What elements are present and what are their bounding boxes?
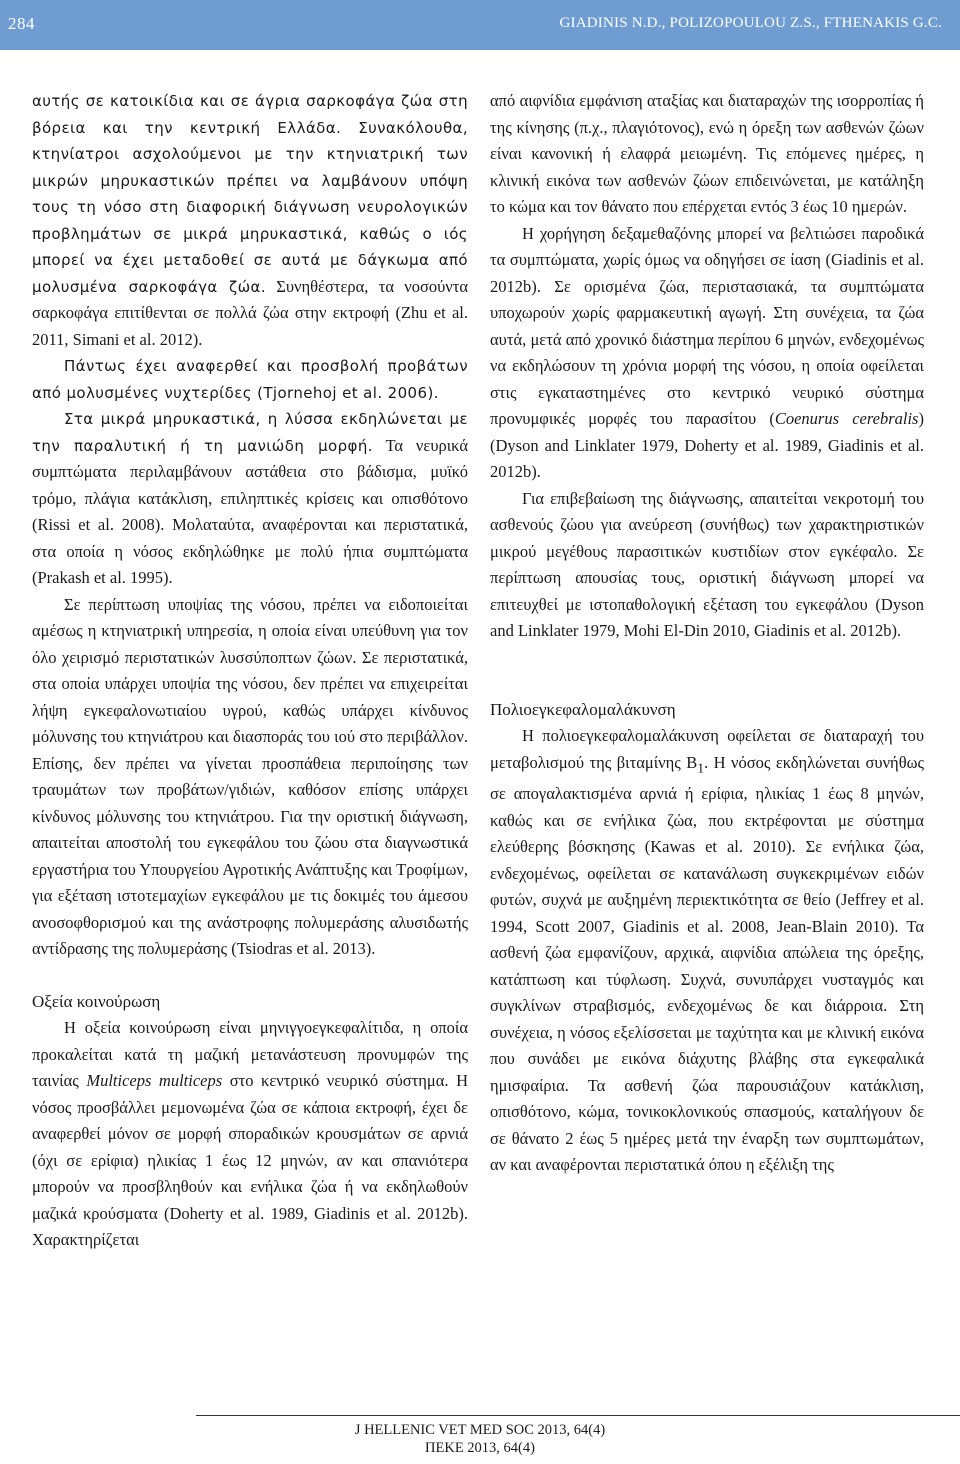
section-heading-polioencephalomalacia: Πολιοεγκεφαλομαλάκυνση [490, 699, 676, 719]
section-heading-acute-coenurosis: Οξεία κοινούρωση [32, 991, 161, 1011]
paragraph-dexamethasone [490, 221, 924, 486]
left-column [32, 88, 468, 1254]
paragraph-rabies-carnivores [32, 88, 468, 353]
footer-divider [196, 1415, 960, 1416]
footer-journal-citation: J HELLENIC VET MED SOC 2013, 64(4) [354, 1422, 606, 1438]
paragraph-text: ) (Dyson and Linklater 1979, Doherty et al. 1989, Giadinis et al. 2012b). [490, 409, 924, 481]
right-column [490, 88, 924, 1179]
paragraph-text: Τα νευρικά συμπτώματα περιλαμβάνουν αστάθεια στο βάδισμα, μυϊκό τρόμο, πλάγια κατάκλιση, επιληπτικές κρίσεις και οπισθότονο (Rissi et al. 2008). Μολαταύτα, αναφέρονται και περιστατικά, στα οποία η νόσος εκδηλώθηκε με πολύ ήπια συμπτώματα (Prakash et al. 1995). [32, 435, 468, 587]
paragraph-text: Στα μικρά μηρυκαστικά, η λύσσα εκδηλώνεται με την παραλυτική ή τη μανιώδη μορφή. [32, 410, 468, 455]
paragraph-text: Η χορήγηση δεξαμεθαζόνης μπορεί να βελτιώσει παροδικά τα συμπτώματα, χωρίς όμως να οδηγήσει σε ίαση (Giadinis et al. 2012b). Σε ορισμένα ζώα, περιστασιακά, τα συμπτώματα υποχωρούν χωρίς φαρμακευτική αγωγή. Στη συνέχεια, τα ζώα αυτά, μετά από χρονικό διάστημα περίπου 6 μηνών, ενδεχομένως να εκδηλώσουν τη χρόνια μορφή της νόσου, η οποία οφείλεται στις εγκαταστημένες στο κεντρικό νευρικό σύστημα προνυμφικές μορφές του παρασίτου ( [490, 223, 924, 428]
paragraph-acute-coenurosis [32, 1015, 468, 1254]
species-name: Coenurus cerebralis [774, 409, 919, 428]
spacer [32, 963, 468, 989]
running-header-bar [0, 0, 960, 50]
paragraph-coenurosis-diagnosis: Για επιβεβαίωση της διάγνωσης, απαιτείται νεκροτομή του ασθενούς ζώου για ανεύρεση (συνήθως) των χαρακτηριστικών μικρού μεγέθους παρασιτικών κυστιδίων στον εγκέφαλο. Σε περίπτωση απουσίας τους, οριστική διάγνωση μπορεί να επιτευχθεί με ιστοπαθολογική εξέταση του εγκεφάλου (Dyson and Linklater 1979, Mohi El-Din 2010, Giadinis et al. 2012b). [490, 488, 924, 640]
subscript: 1 [697, 759, 705, 775]
species-name: Multiceps multiceps [86, 1071, 223, 1090]
paragraph-coenurosis-signs: από αιφνίδια εμφάνιση αταξίας και διαταραχών της ισορροπίας ή της κίνησης (π.χ., πλαγιότονος), ενώ η όρεξη των ασθενών ζώων είναι κανονική ή ελαφρά μειωμένη. Τις επόμενες ημέρες, η κλινική εικόνα των ασθενών ζώων επιδεινώνεται, με κατάληξη το κώμα και τον θάνατο που επέρχεται εντός 3 έως 10 ημερών. [490, 91, 924, 216]
paragraph-text: . Η νόσος εκδηλώνεται συνήθως σε απογαλακτισμένα αρνιά ή ερίφια, ηλικίας 1 έως 8 μηνών, καθώς και σε ενήλικα ζώα, που εκτρέφονται με σύστημα ελεύθερης βόσκησης (Kawas et al. 2010). Σε ενήλικα ζώα, ενδεχομένως, οφείλεται σε κατανάλωση συγκεκριμένων ειδών φυτών, συχνά με αυξημένη περιεκτικότητα σε θείο (Jeffrey et al. 1994, Scott 2007, Giadinis et al. 2008, Jean-Blain 2010). Τα ασθενή ζώα εμφανίζουν, αρχικά, αιφνίδια απώλεια της όρεξης, κατάπτωση και τύφλωση. Συχνά, συνυπάρχει νυσταγμός και συγκλίνων στραβισμός, ενδεχομένως δε και διάρροια. Στη συνέχεια, η νόσος εξελίσσεται με ταχύτητα και με κλινική εικόνα που συνάδει με εικόνα διάχυτης βλάβης στα εγκεφαλικά ημισφαίρια. Τα ασθενή ζώα παρουσιάζουν κατάκλιση, οπισθότονο, κώμα, τονικοκλονικούς σπασμούς, καταλήγουν δε σε θάνατο 2 έως 5 ημέρες μετά την έναρξη των συμπτωμάτων, αν και αναφέρονται περιστατικά όπου η εξέλιξη της [490, 752, 924, 1175]
paragraph-bats [32, 353, 468, 406]
paragraph-text: Η πολιοεγκεφαλομαλάκυνση οφείλεται σε διαταραχή του μεταβολισμού της βιταμίνης Β [490, 726, 924, 772]
paragraph-rabies-diagnosis: Σε περίπτωση υποψίας της νόσου, πρέπει να ειδοποιείται αμέσως η κτηνιατρική υπηρεσία, η οποία είναι υπεύθυνη για τον όλο χειρισμό περιστατικών λυσσύποπτων ζώων. Σε περιστατικά, στα οποία υπάρχει υποψία της νόσου, δεν πρέπει να επιχειρείται λήψη εγκεφαλονωτιαίου υγρού, καθώς υπάρχει κίνδυνος μόλυνσης του κτηνιάτρου και διασποράς του ιού στο περιβάλλον. Επίσης, δεν πρέπει να γίνεται προσπάθεια περιποίησης των τραυμάτων των προβάτων/γιδιών, καθόσον επίσης υπάρχει κίνδυνος μόλυνσης του κτηνιάτρου. Για την οριστική διάγνωση, απαιτείται αποστολή του εγκεφάλου του ζώου στα διαγνωστικά εργαστήρια του Υπουργείου Αγροτικής Ανάπτυξης και Τροφίμων, για εξέταση ιστοτεμαχίων εγκεφάλου με τις δοκιμές του άμεσου ανοσοφθορισμού και της ανάστροφης πολυμεράσης αλυσιδωτής αντίδρασης της πολυμεράσης (Tsiodras et al. 2013). [32, 594, 468, 958]
page-number: 284 [8, 14, 35, 33]
paragraph-text: Η οξεία κοινούρωση είναι μηνιγγοεγκεφαλίτιδα, η οποία προκαλείται κατά τη μαζική μετανάστευση προνυμφών της ταινίας [32, 1018, 468, 1090]
paragraph-polioencephalomalacia [490, 723, 924, 1179]
paragraph-text: αυτής σε κατοικίδια και σε άγρια σαρκοφάγα ζώα στη βόρεια και την κεντρική Ελλάδα. Συνακόλουθα, κτηνίατροι ασχολούμενοι με την κτηνιατρική των μικρών μηρυκαστικών πρέπει να λαμβάνουν υπόψη τους τη νόσο στη διαφορική διάγνωση νευρολογικών προβλημάτων σε μικρά μηρυκαστικά, καθώς ο ιός μπορεί να έχει μεταδοθεί σε αυτά με δάγκωμα από μολυσμένα σαρκοφάγα ζώα. [32, 92, 468, 296]
spacer [490, 645, 924, 697]
footer-greek-citation: ΠΕΚΕ 2013, 64(4) [425, 1440, 535, 1456]
paragraph-rabies-forms [32, 406, 468, 592]
running-head-authors: GIADINIS N.D., POLIZOPOULOU Z.S., FTHENAKIS G.C. [559, 15, 942, 31]
paragraph-text: Συνηθέστερα, τα νοσούντα σαρκοφάγα επιτίθενται σε πολλά ζώα στην εκτροφή (Zhu et al. 2011, Simani et al. 2012). [32, 276, 469, 349]
paragraph-text: Πάντως έχει αναφερθεί και προσβολή προβάτων από μολυσμένες νυχτερίδες (Tjornehoj et al. 2006). [32, 357, 468, 402]
paragraph-text: στο κεντρικό νευρικό σύστημα. Η νόσος προσβάλλει μεμονωμένα ζώα σε κάποια εκτροφή, έχει δε αναφερθεί μόνον σε μορφή σποραδικών κρουσμάτων σε αρνιά (όχι σε ερίφια) ηλικίας 1 έως 12 μηνών, αν και σπανιότερα μπορούν να προσβληθούν και ενήλικα ζώα ή να εκδηλωθούν μαζικά κρούσματα (Doherty et al. 1989, Giadinis et al. 2012b). Χαρακτηρίζεται [32, 1071, 468, 1249]
